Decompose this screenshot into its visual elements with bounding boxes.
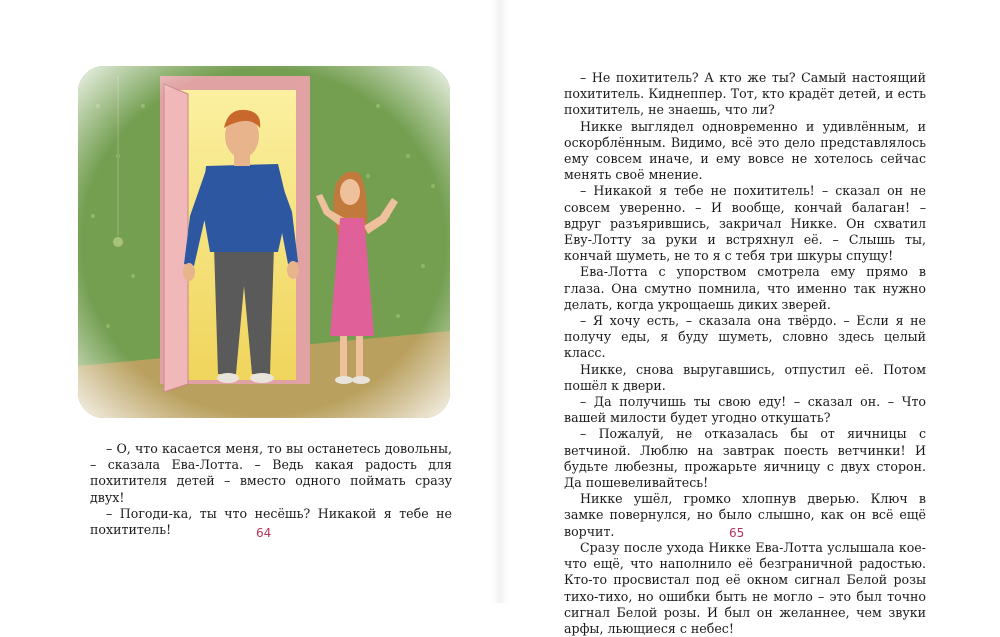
left-page <box>0 0 500 603</box>
paragraph: – Пожалуй, не отказалась бы от яичницы с ветчиной. Люблю на завтрак поесть ветчинки! И будьте любезны, прожарьте яичницу с двух сторон. Да пошевеливайтесь! <box>564 426 926 491</box>
paragraph: Никке выглядел одновременно и удивлённым, и оскорблённым. Видимо, всё это дело представлялось ему совсем иначе, и ему вовсе не хотелось сейчас менять своё мнение. <box>564 118 926 183</box>
illustration <box>78 66 450 418</box>
paragraph: – Я хочу есть, – сказала она твёрдо. – Если я не получу еды, я буду шуметь, словно здесь целый класс. <box>564 313 926 361</box>
page-number-right: 65 <box>729 526 745 540</box>
paragraph: Ева-Лотта с упорством смотрела ему прямо в глаза. Она смутно помнила, что именно так нужно делать, когда укрощаешь диких зверей. <box>564 264 926 312</box>
paragraph: – Не похититель? А кто же ты? Самый настоящий похититель. Киднеппер. Тот, кто крадёт детей, и есть похититель, не знаешь, что ли? <box>564 70 926 118</box>
paragraph: – Да получишь ты свою еду! – сказал он. – Что вашей милости будет угодно откушать? <box>564 394 926 426</box>
paragraph: – Погоди-ка, ты что несёшь? Никакой я тебе не похититель! <box>90 505 452 538</box>
left-page-text <box>90 441 452 538</box>
right-page-text <box>564 70 926 637</box>
paragraph: Сразу после ухода Никке Ева-Лотта услышала кое-что ещё, что наполнило её безграничной радостью. Кто-то просвистал под её окном сигнал Белой розы тихо-тихо, но ошибки быть не могло – это был точно сигнал Белой розы. И был он желаннее, чем звуки арфы, льющиеся с небес! <box>564 539 926 636</box>
page-number-left: 64 <box>256 526 272 540</box>
paragraph: – О, что касается меня, то вы останетесь довольны, – сказала Ева-Лотта. – Ведь какая радость для похитителя детей – вместо одного поймать сразу двух! <box>90 441 452 505</box>
paragraph: Никке ушёл, громко хлопнув дверью. Ключ в замке повернулся, но было слышно, как он всё ещё ворчит. <box>564 491 926 539</box>
illustration-svg <box>78 66 450 418</box>
paragraph: Никке, снова выругавшись, отпустил её. Потом пошёл к двери. <box>564 361 926 393</box>
paragraph: – Никакой я тебе не похититель! – сказал он не совсем уверенно. – И вообще, кончай балаган! – вдруг разъярившись, закричал Никке. Он схватил Еву-Лотту за руки и встряхнул её. – Слышь ты, кончай шуметь, не то я с тебя три шкуры спущу! <box>564 183 926 264</box>
